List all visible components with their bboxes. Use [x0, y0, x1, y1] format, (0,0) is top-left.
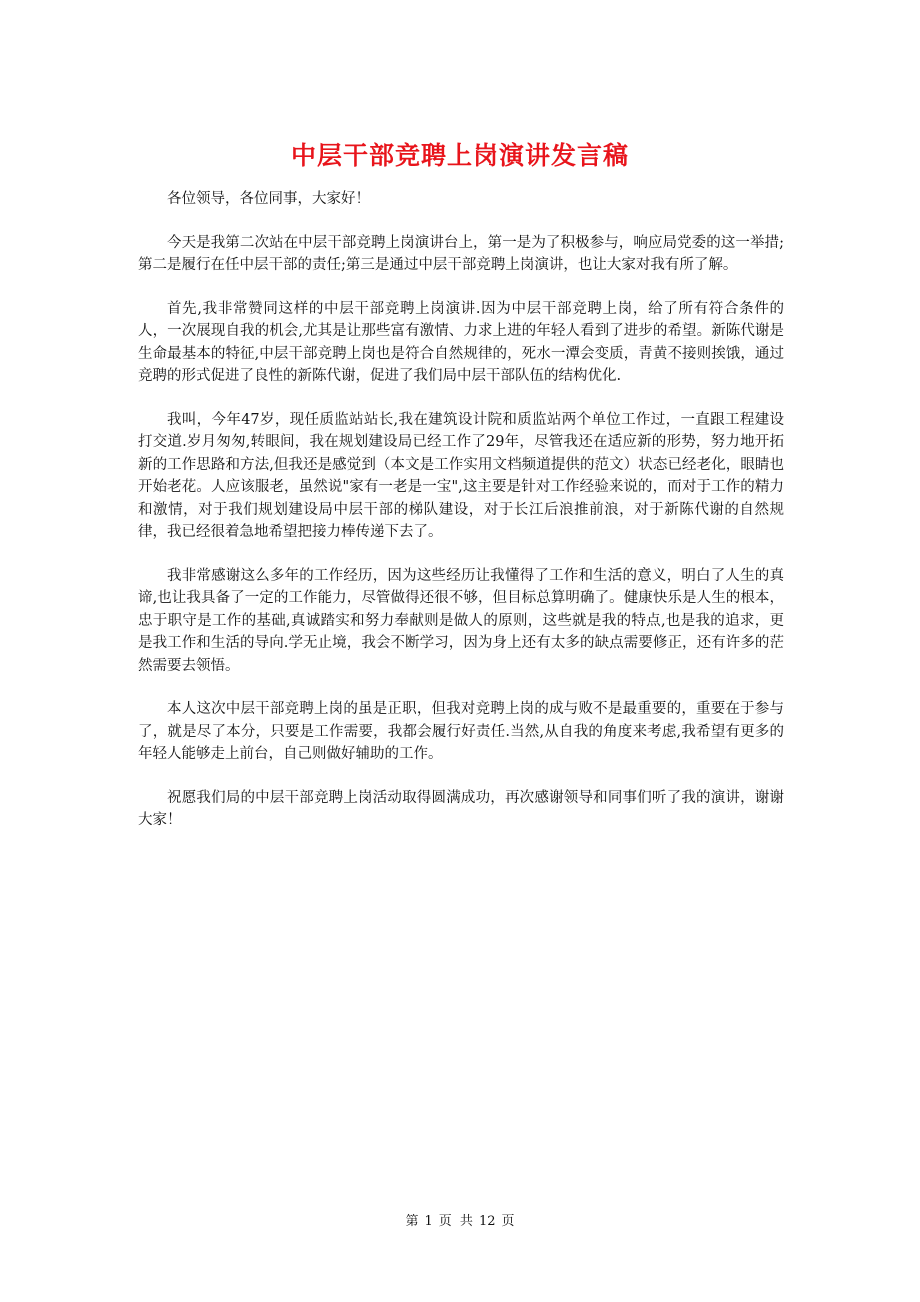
paragraph-gratitude: 我非常感谢这么多年的工作经历，因为这些经历让我懂得了工作和生活的意义，明白了人生的真谛,也让我具备了一定的工作能力，尽管做得还很不够，但目标总算明确了。健康快乐是人生的根本，忠于职守是工作的基础,真诚踏实和努力奉献则是做人的原则，这些就是我的特点,也是我的追求，更是我工作和生活的导向.学无止境，我会不断学习，因为身上还有太多的缺点需要修正，还有许多的茫然需要去领悟。	[138, 567, 784, 674]
paragraph-position: 本人这次中层干部竞聘上岗的虽是正职，但我对竞聘上岗的成与败不是最重要的，重要在于参与了，就是尽了本分，只要是工作需要，我都会履行好责任.当然,从自我的角度来考虑,我希望有更多的年轻人能够走上前台，自己则做好辅助的工作。	[138, 701, 784, 762]
paragraph-self-introduction: 我叫，今年47岁，现任质监站站长,我在建筑设计院和质监站两个单位工作过，一直跟工程建设打交道.岁月匆匆,转眼间，我在规划建设局已经工作了29年，尽管我还在适应新的形势，努力地开拓新的工作思路和方法,但我还是感觉到（本文是工作实用文档频道提供的范文）状态已经老化，眼睛也开始老花。人应该服老，虽然说"家有一老是一宝",这主要是针对工作经验来说的，而对于工作的精力和激情，对于我们规划建设局中层干部的梯队建设，对于长江后浪推前浪，对于新陈代谢的自然规律，我已经很着急地希望把接力棒传递下去了。	[138, 411, 784, 540]
paragraph-closing: 祝愿我们局的中层干部竞聘上岗活动取得圆满成功，再次感谢领导和同事们听了我的演讲，谢谢大家！	[138, 789, 784, 828]
paragraph-support: 首先,我非常赞同这样的中层干部竞聘上岗演讲.因为中层干部竞聘上岗，给了所有符合条件的人，一次展现自我的机会,尤其是让那些富有激情、力求上进的年轻人看到了进步的希望。新陈代谢是生命最基本的特征,中层干部竞聘上岗也是符合自然规律的，死水一潭会变质，青黄不接则挨饿，通过竞聘的形式促进了良性的新陈代谢，促进了我们局中层干部队伍的结构优化.	[138, 300, 784, 384]
document-title: 中层干部竞聘上岗演讲发言稿	[290, 141, 629, 170]
paragraph-intro: 今天是我第二次站在中层干部竞聘上岗演讲台上，第一是为了积极参与，响应局党委的这一举措;第二是履行在任中层干部的责任;第三是通过中层干部竞聘上岗演讲，也让大家对我有所了解。	[138, 234, 784, 273]
footer-current-page: 1	[424, 1214, 433, 1229]
page-number-footer	[0, 1210, 920, 1229]
footer-total-pages: 12	[478, 1214, 496, 1229]
footer-prefix: 第	[405, 1214, 419, 1229]
paragraph-greeting: 各位领导，各位同事，大家好！	[167, 191, 370, 207]
footer-suffix: 页	[501, 1214, 515, 1229]
document-body	[138, 188, 784, 853]
footer-mid: 页 共	[438, 1214, 473, 1229]
